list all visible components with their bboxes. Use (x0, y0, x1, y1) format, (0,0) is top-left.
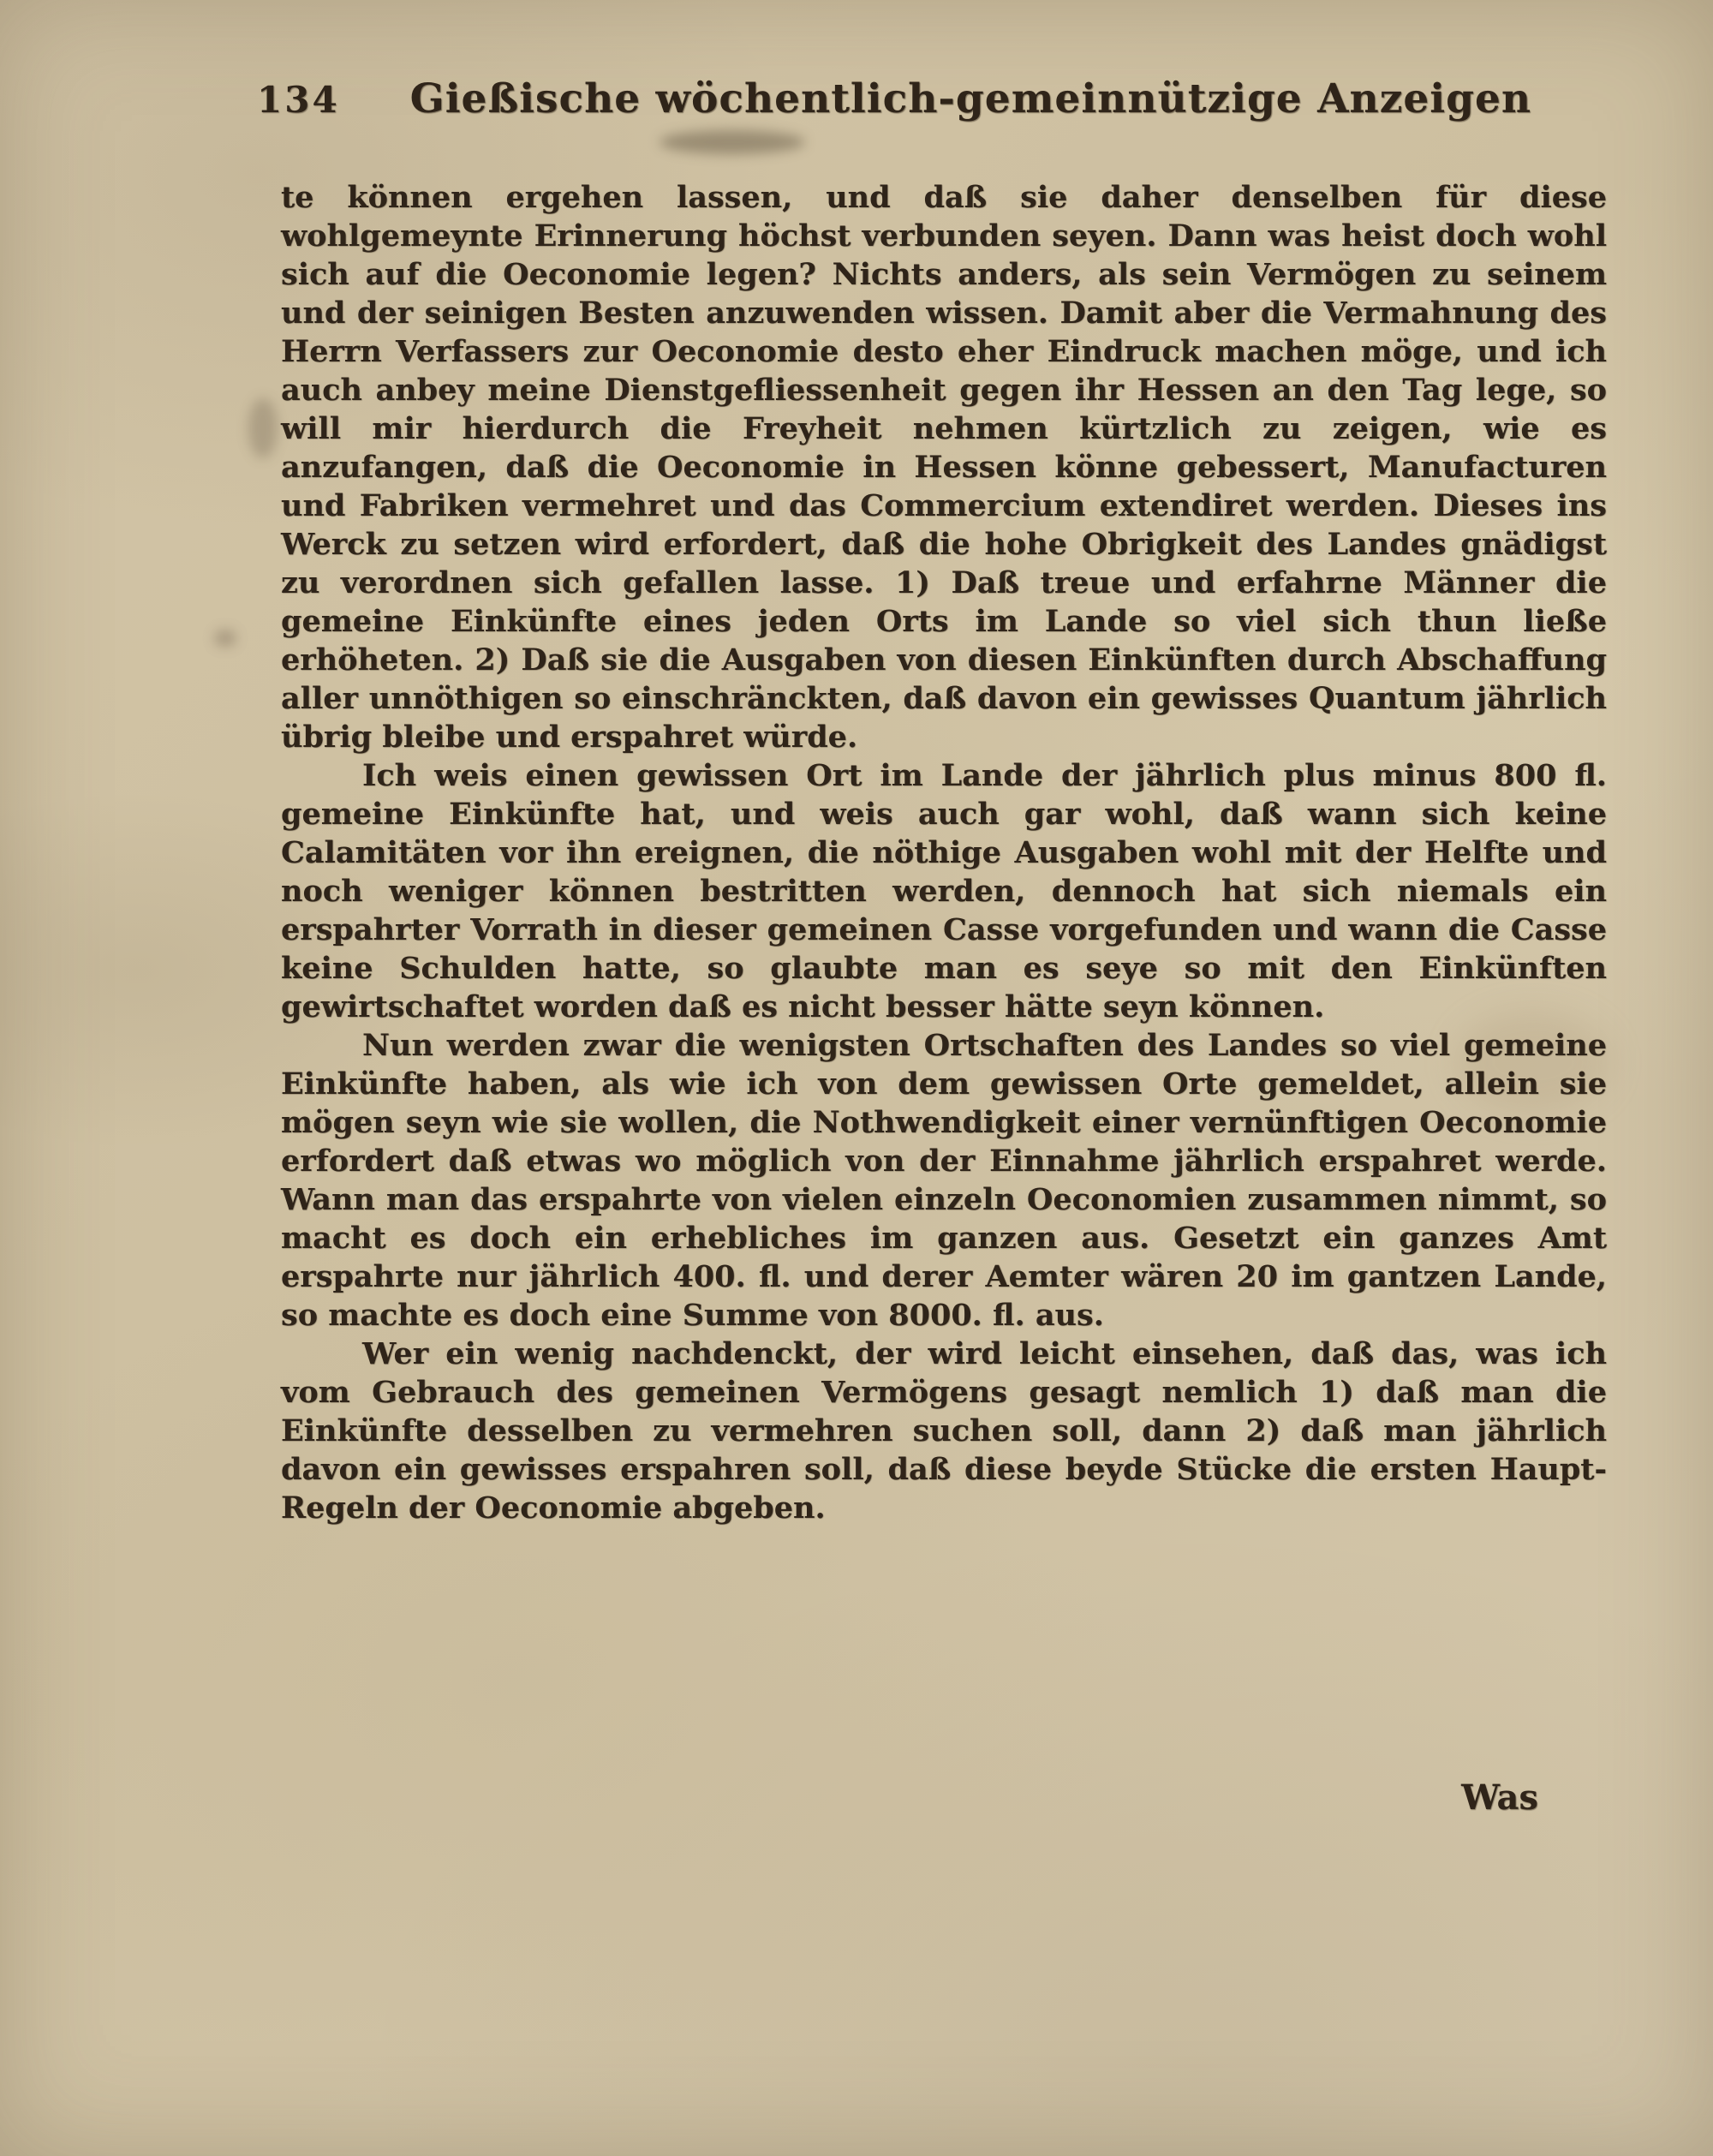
paragraph: Ich weis einen gewissen Ort im Lande der jährlich plus minus 800 fl. gemeine Einkünfte hat, und weis auch gar wohl, daß wann sich keine Calamitäten vor ihn ereignen, die nöthige Ausgaben wohl mit der Helfte und noch weniger können bestritten werden, dennoch hat sich niemals ein erspahrter Vorrath in dieser gemeinen Casse vorgefunden und wann die Casse keine Schulden hatte, so glaubte man es seye so mit den Einkünften gewirtschaftet worden daß es nicht besser hätte seyn können. (281, 758, 1607, 1024)
page-header (257, 75, 1602, 122)
margin-ink-mark (214, 630, 236, 647)
page-number: 134 (257, 79, 340, 121)
catchword: Was (1461, 1777, 1538, 1818)
paragraph: Nun werden zwar die wenigsten Ortschaften des Landes so viel gemeine Einkünfte haben, als wie ich von dem gewissen Orte gemeldet, allein sie mögen seyn wie sie wollen, die Nothwendigkeit einer vernünftigen Oeconomie erfordert daß etwas wo möglich von der Einnahme jährlich erspahret werde. Wann man das erspahrte von vielen einzeln Oeconomien zusammen nimmt, so macht es doch ein erhebliches im ganzen aus. Gesetzt ein ganzes Amt erspahrte nur jährlich 400. fl. und derer Aemter wären 20 im gantzen Lande, so machte es doch eine Summe von 8000. fl. aus. (281, 1028, 1607, 1333)
margin-ink-mark (248, 398, 278, 458)
journal-title: Gießische wöchentlich-gemeinnützige Anzeigen (409, 75, 1532, 122)
paragraph: Wer ein wenig nachdenckt, der wird leicht einsehen, daß das, was ich vom Gebrauch des gemeinen Vermögens gesagt nemlich 1) daß man die Einkünfte desselben zu vermehren suchen soll, dann 2) daß man jährlich davon ein gewisses erspahren soll, daß diese beyde Stücke die ersten Haupt-Regeln der Oeconomie abgeben. (281, 1336, 1607, 1526)
paragraph-continuation: te können ergehen lassen, und daß sie daher denselben für diese wohlgemeynte Erinnerung höchst verbunden seyen. Dann was heist doch wohl sich auf die Oeconomie legen? Nichts anders, als sein Vermögen zu seinem und der seinigen Besten anzuwenden wissen. Damit aber die Vermahnung des Herrn Verfassers zur Oeconomie desto eher Eindruck machen möge, und ich auch anbey meine Dienstgefliessenheit gegen ihr Hessen an den Tag lege, so will mir hierdurch die Freyheit nehmen kürtzlich zu zeigen, wie es anzufangen, daß die Oeconomie in Hessen könne gebessert, Manufacturen und Fabriken vermehret und das Commercium extendiret werden. Dieses ins Werck zu setzen wird erfordert, daß die hohe Obrigkeit des Landes gnädigst zu verordnen sich gefallen lasse. 1) Daß treue und erfahrne Männer die gemeine Einkünfte eines jeden Orts im Lande so viel sich thun ließe erhöheten. 2) Daß sie die Ausgaben von diesen Einkünften durch Abschaffung aller unnöthigen so einschränckten, daß davon ein gewisses Quantum jährlich übrig bleibe und erspahret würde. (281, 180, 1607, 755)
body-text-block (281, 178, 1607, 1527)
catchword-row (281, 1777, 1607, 1818)
ink-smudge (660, 130, 805, 154)
